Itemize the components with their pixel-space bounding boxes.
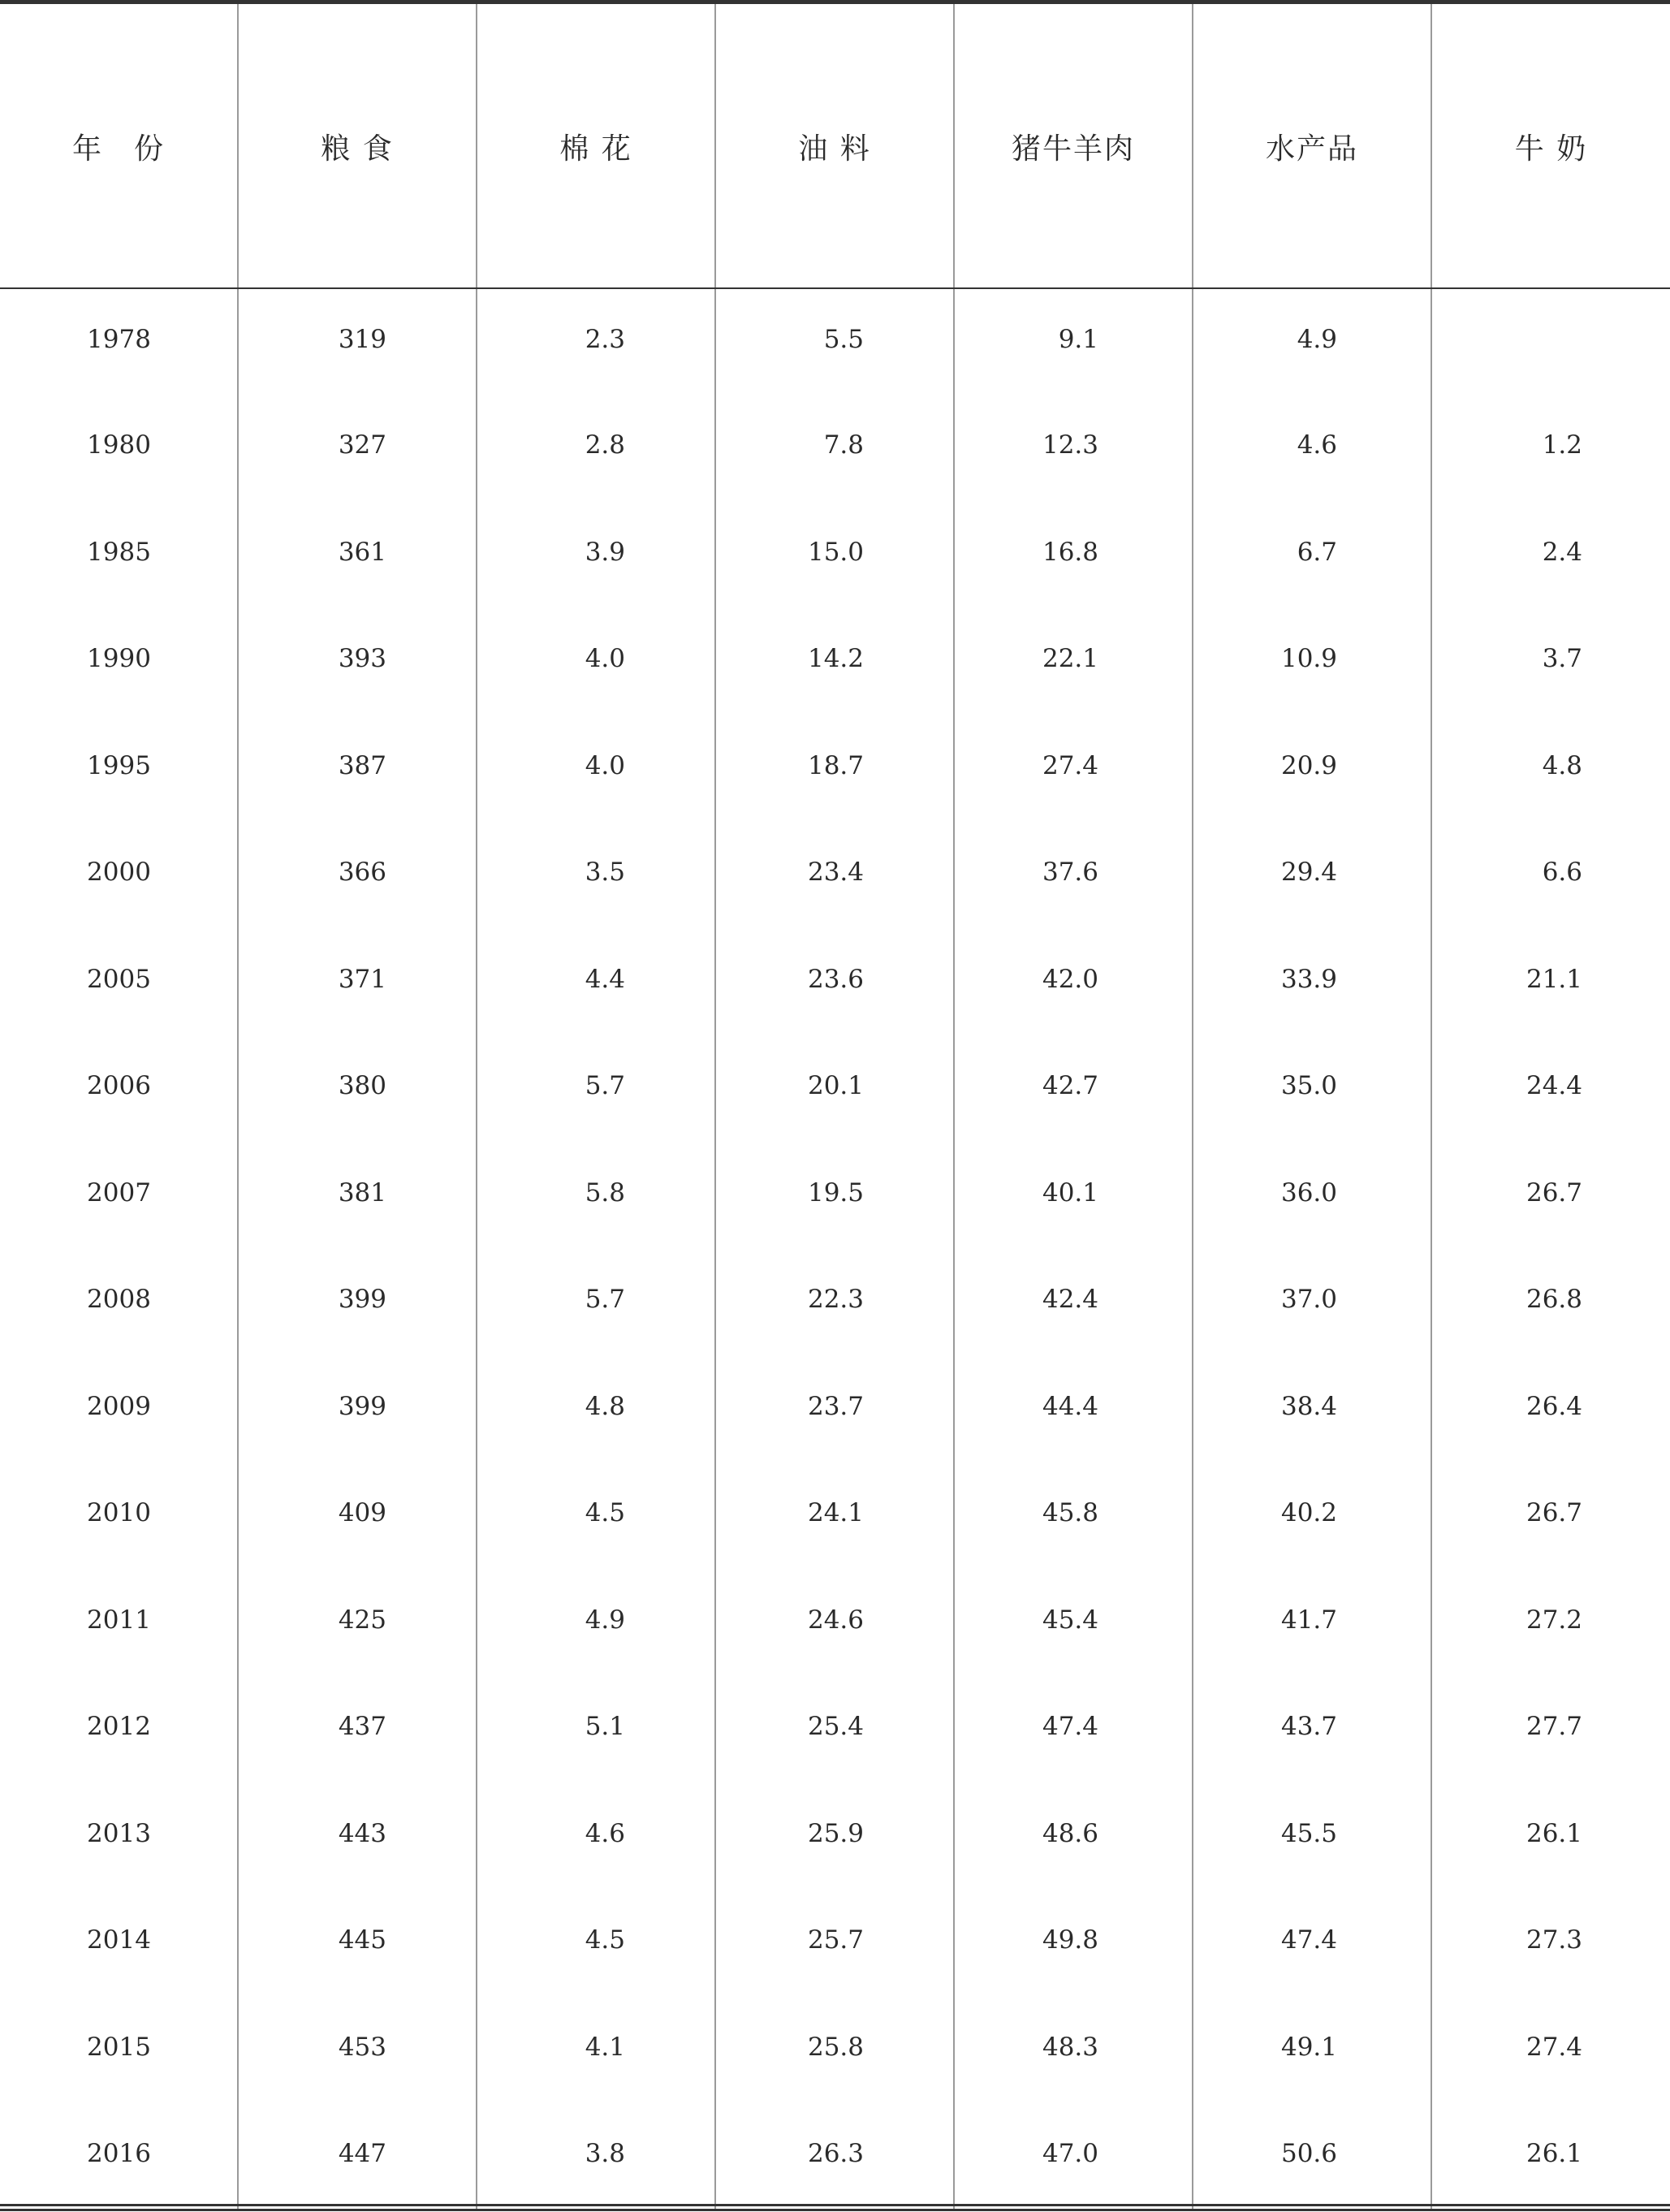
cell-aquatic: 49.1 (1193, 1997, 1431, 2104)
cell-aquatic: 38.4 (1193, 1356, 1431, 1463)
header-aquatic: 水产品 (1193, 2, 1431, 288)
cell-oilseeds: 25.8 (715, 1997, 954, 2104)
cell-meat: 48.3 (954, 1997, 1193, 2104)
cell-aquatic: 35.0 (1193, 1035, 1431, 1143)
cell-aquatic: 10.9 (1193, 608, 1431, 715)
cell-oilseeds: 20.1 (715, 1035, 954, 1143)
cell-oilseeds: 24.1 (715, 1462, 954, 1570)
cell-year: 2000 (87, 858, 151, 887)
table-row (0, 1997, 1670, 2104)
cell-meat: 40.1 (954, 1143, 1193, 1250)
table-row (0, 1783, 1670, 1890)
cell-grain: 425 (238, 1570, 477, 1677)
cell-milk: 24.4 (1431, 1035, 1670, 1143)
cell-grain: 361 (238, 502, 477, 609)
cell-cotton: 4.9 (477, 1570, 715, 1677)
cell-aquatic: 6.7 (1193, 502, 1431, 609)
cell-aquatic: 50.6 (1193, 2103, 1431, 2210)
cell-year: 2010 (87, 1498, 151, 1527)
cell-meat: 48.6 (954, 1783, 1193, 1890)
table-header (0, 2, 1670, 288)
table-row (0, 502, 1670, 609)
cell-year: 1980 (87, 430, 151, 460)
bottom-rule (0, 2209, 1670, 2211)
table-row (0, 1356, 1670, 1463)
cell-milk: 2.4 (1431, 502, 1670, 609)
cell-aquatic: 36.0 (1193, 1143, 1431, 1250)
cell-grain: 447 (238, 2103, 477, 2210)
cell-milk: 27.2 (1431, 1570, 1670, 1677)
cell-aquatic: 33.9 (1193, 929, 1431, 1036)
cell-oilseeds: 23.6 (715, 929, 954, 1036)
table-row (0, 1676, 1670, 1783)
cell-meat: 47.0 (954, 2103, 1193, 2210)
cell-milk: 1.2 (1431, 395, 1670, 502)
cell-oilseeds: 15.0 (715, 502, 954, 609)
cell-milk: 21.1 (1431, 929, 1670, 1036)
cell-milk: 4.8 (1431, 715, 1670, 823)
cell-grain: 381 (238, 1143, 477, 1250)
cell-cotton: 5.8 (477, 1143, 715, 1250)
cell-grain: 327 (238, 395, 477, 502)
cell-cotton: 4.6 (477, 1783, 715, 1890)
cell-meat: 42.4 (954, 1249, 1193, 1356)
cell-oilseeds: 23.4 (715, 822, 954, 929)
table-row (0, 608, 1670, 715)
table-row (0, 1462, 1670, 1570)
cell-grain: 409 (238, 1462, 477, 1570)
header-oilseeds: 油 料 (715, 2, 954, 288)
cell-cotton: 2.8 (477, 395, 715, 502)
table-row (0, 1143, 1670, 1250)
cell-milk: 27.7 (1431, 1676, 1670, 1783)
cell-grain: 387 (238, 715, 477, 823)
cell-aquatic: 4.9 (1193, 288, 1431, 395)
cell-cotton: 4.5 (477, 1462, 715, 1570)
cell-year: 2005 (87, 964, 151, 994)
cell-cotton: 5.7 (477, 1035, 715, 1143)
cell-year: 2008 (87, 1285, 151, 1314)
cell-grain: 371 (238, 929, 477, 1036)
cell-milk: 27.3 (1431, 1890, 1670, 1997)
cell-cotton: 4.0 (477, 715, 715, 823)
cell-cotton: 3.5 (477, 822, 715, 929)
header-cotton: 棉 花 (477, 2, 715, 288)
cell-milk: 26.4 (1431, 1356, 1670, 1463)
table-body (0, 288, 1670, 2210)
cell-aquatic: 47.4 (1193, 1890, 1431, 1997)
cell-milk: 26.1 (1431, 2103, 1670, 2210)
cell-oilseeds: 7.8 (715, 395, 954, 502)
header-grain: 粮 食 (238, 2, 477, 288)
cell-meat: 22.1 (954, 608, 1193, 715)
cell-aquatic: 45.5 (1193, 1783, 1431, 1890)
table-row (0, 715, 1670, 823)
cell-milk: 6.6 (1431, 822, 1670, 929)
table-row (0, 1249, 1670, 1356)
cell-meat: 9.1 (954, 288, 1193, 395)
cell-oilseeds: 25.4 (715, 1676, 954, 1783)
cell-milk: 27.4 (1431, 1997, 1670, 2104)
cell-year: 2015 (87, 2032, 151, 2062)
cell-meat: 45.8 (954, 1462, 1193, 1570)
cell-grain: 399 (238, 1249, 477, 1356)
bottom-rule (0, 2204, 1670, 2206)
cell-oilseeds: 25.7 (715, 1890, 954, 1997)
cell-year: 2011 (87, 1605, 151, 1635)
cell-meat: 27.4 (954, 715, 1193, 823)
cell-milk: 3.7 (1431, 608, 1670, 715)
cell-oilseeds: 18.7 (715, 715, 954, 823)
cell-cotton: 3.8 (477, 2103, 715, 2210)
table-row (0, 822, 1670, 929)
cell-cotton: 2.3 (477, 288, 715, 395)
cell-meat: 42.0 (954, 929, 1193, 1036)
cell-oilseeds: 23.7 (715, 1356, 954, 1463)
cell-cotton: 4.8 (477, 1356, 715, 1463)
cell-milk: 26.1 (1431, 1783, 1670, 1890)
cell-cotton: 5.1 (477, 1676, 715, 1783)
header-meat: 猪牛羊肉 (954, 2, 1193, 288)
cell-cotton: 4.0 (477, 608, 715, 715)
cell-year: 1995 (87, 750, 151, 780)
cell-year: 2007 (87, 1177, 151, 1208)
cell-grain: 445 (238, 1890, 477, 1997)
cell-year: 1985 (87, 537, 151, 567)
cell-oilseeds: 5.5 (715, 288, 954, 395)
cell-aquatic: 20.9 (1193, 715, 1431, 823)
cell-meat: 45.4 (954, 1570, 1193, 1677)
cell-aquatic: 41.7 (1193, 1570, 1431, 1677)
table-row (0, 288, 1670, 395)
cell-grain: 366 (238, 822, 477, 929)
cell-milk (1431, 288, 1670, 395)
cell-cotton: 5.7 (477, 1249, 715, 1356)
cell-cotton: 4.1 (477, 1997, 715, 2104)
table-row (0, 1570, 1670, 1677)
cell-meat: 44.4 (954, 1356, 1193, 1463)
cell-oilseeds: 25.9 (715, 1783, 954, 1890)
table-row (0, 1890, 1670, 1997)
cell-aquatic: 4.6 (1193, 395, 1431, 502)
cell-cotton: 4.5 (477, 1890, 715, 1997)
cell-meat: 12.3 (954, 395, 1193, 502)
cell-oilseeds: 22.3 (715, 1249, 954, 1356)
cell-cotton: 4.4 (477, 929, 715, 1036)
cell-cotton: 3.9 (477, 502, 715, 609)
cell-milk: 26.7 (1431, 1143, 1670, 1250)
cell-aquatic: 40.2 (1193, 1462, 1431, 1570)
cell-milk: 26.8 (1431, 1249, 1670, 1356)
cell-oilseeds: 19.5 (715, 1143, 954, 1250)
cell-year: 2006 (87, 1071, 151, 1100)
cell-grain: 437 (238, 1676, 477, 1783)
cell-aquatic: 37.0 (1193, 1249, 1431, 1356)
cell-grain: 453 (238, 1997, 477, 2104)
header-milk: 牛 奶 (1431, 2, 1670, 288)
cell-aquatic: 29.4 (1193, 822, 1431, 929)
table-row (0, 395, 1670, 502)
cell-grain: 319 (238, 288, 477, 395)
cell-meat: 49.8 (954, 1890, 1193, 1997)
table-row (0, 2103, 1670, 2210)
cell-year: 2016 (87, 2139, 151, 2168)
cell-year: 1978 (87, 324, 151, 354)
cell-grain: 399 (238, 1356, 477, 1463)
cell-grain: 380 (238, 1035, 477, 1143)
table-row (0, 929, 1670, 1036)
cell-meat: 42.7 (954, 1035, 1193, 1143)
cell-grain: 443 (238, 1783, 477, 1890)
cell-aquatic: 43.7 (1193, 1676, 1431, 1783)
cell-year: 1990 (87, 644, 151, 673)
cell-oilseeds: 26.3 (715, 2103, 954, 2210)
cell-grain: 393 (238, 608, 477, 715)
cell-milk: 26.7 (1431, 1462, 1670, 1570)
header-row (0, 2, 1670, 288)
cell-oilseeds: 14.2 (715, 608, 954, 715)
cell-year: 2009 (87, 1391, 151, 1421)
cell-year: 2012 (87, 1712, 151, 1741)
cell-meat: 37.6 (954, 822, 1193, 929)
cell-meat: 47.4 (954, 1676, 1193, 1783)
cell-year: 2013 (87, 1818, 151, 1848)
table-row (0, 1035, 1670, 1143)
cell-year: 2014 (87, 1925, 151, 1955)
cell-meat: 16.8 (954, 502, 1193, 609)
cell-oilseeds: 24.6 (715, 1570, 954, 1677)
header-year: 年 份 (0, 2, 238, 288)
